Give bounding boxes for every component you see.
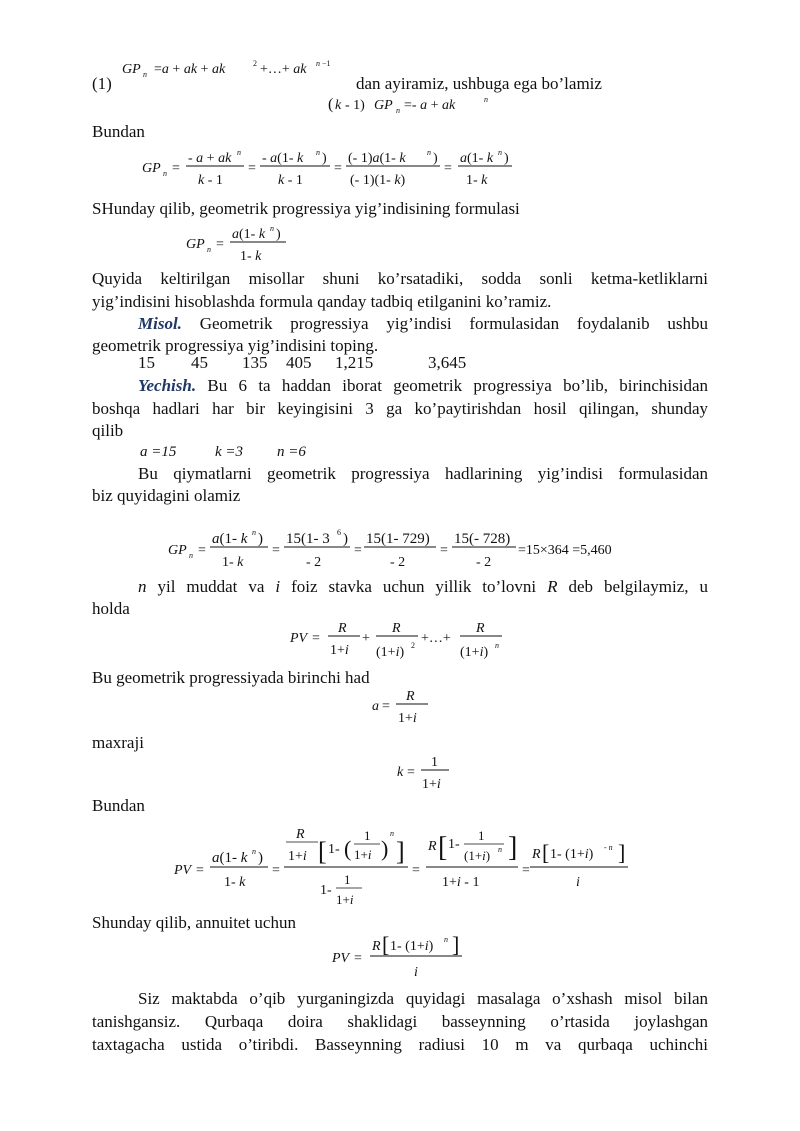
equation-number: (1) (92, 74, 112, 93)
svg-text:): ) (276, 227, 281, 242)
svg-text:- 2: - 2 (476, 555, 492, 570)
svg-text:n: n (495, 641, 499, 650)
svg-text:- a + ak: - a + ak (188, 151, 232, 166)
svg-text:1-: 1- (320, 883, 332, 898)
svg-text:n: n (237, 148, 241, 157)
gp-example-formula (166, 522, 646, 574)
svg-text:6: 6 (337, 528, 341, 537)
text-bundan-1: Bundan (92, 122, 145, 141)
paragraph-siz-3: taxtagacha ustida o’tiribdi. Basseynning radiusi 10 m va qurbaqa uchinchi (92, 1035, 708, 1054)
paragraph-bu-2: biz quyidagini olamiz (92, 486, 241, 505)
text-birinchi-had: Bu geometrik progressiyada birinchi had (92, 668, 370, 687)
paragraph-quyida: Quyida keltirilgan misollar shuni ko’rsatadiki, sodda sonli ketma-ketliklarni (92, 269, 708, 288)
svg-text:1+i: 1+i (330, 643, 349, 658)
svg-text:1+i: 1+i (336, 892, 354, 907)
svg-text:n: n (270, 224, 274, 233)
svg-text:(: ( (328, 96, 334, 113)
svg-text:=: = (444, 161, 452, 176)
svg-text:n: n (390, 829, 394, 838)
svg-text:n: n (252, 528, 256, 537)
svg-text:- 2: - 2 (306, 555, 322, 570)
svg-text:a(1- k: a(1- k (232, 227, 266, 242)
paragraph-misol-2: geometrik progressiya yig’indisini toping. (92, 336, 379, 355)
gp-sum-formula (184, 220, 304, 270)
svg-text:): ) (381, 836, 389, 861)
svg-text:]: ] (508, 832, 518, 863)
svg-text:): ) (258, 531, 263, 547)
svg-text:k: k (335, 98, 342, 113)
svg-text:=: = (522, 863, 530, 878)
sequence-term: 3,645 (428, 353, 467, 372)
svg-text:R: R (428, 839, 437, 854)
svg-text:): ) (322, 151, 327, 166)
text-shunday-2: Shunday qilib, annuitet uchun (92, 913, 296, 932)
paragraph-n-yil-2: holda (92, 599, 130, 618)
svg-text:a(1- k: a(1- k (212, 531, 248, 547)
svg-text:): ) (504, 151, 509, 166)
svg-text:(- 1)(1- k): (- 1)(1- k) (350, 173, 406, 188)
svg-text:=: = (407, 765, 415, 780)
n-yil-text-2: foiz stavka uchun yillik to’lovni (280, 577, 548, 596)
example-result: =15×364 =5,460 (518, 543, 612, 558)
svg-text:=: = (354, 543, 362, 558)
svg-text:1+i - 1: 1+i - 1 (442, 875, 480, 890)
svg-text:=: = (272, 863, 280, 878)
svg-text:k - 1: k - 1 (198, 173, 223, 188)
svg-text:): ) (433, 151, 438, 166)
misol-text: Geometrik progressiya yig’indisi formulasidan foydalanib ushbu (181, 314, 708, 333)
svg-text:- 2: - 2 (390, 555, 406, 570)
svg-text:=: = (440, 543, 448, 558)
svg-text:=: = (248, 161, 256, 176)
text-maxraji: maxraji (92, 733, 144, 752)
svg-text:i: i (414, 965, 418, 980)
svg-text:R: R (392, 621, 401, 636)
svg-text:n: n (498, 148, 502, 157)
svg-text:): ) (258, 850, 263, 866)
ratio-formula (395, 750, 465, 796)
n-yil-text-3: deb belgilaymiz, u (557, 577, 708, 596)
svg-text:+…+ ak: +…+ ak (260, 62, 307, 77)
svg-text:1- k: 1- k (240, 249, 262, 264)
paragraph-siz-2: tanishgansiz. Qurbaqa doira shaklidagi basseynning o’rtasida joylashgan (92, 1012, 708, 1031)
svg-text:1+i: 1+i (288, 849, 307, 864)
svg-text:GP: GP (186, 237, 205, 252)
svg-text:PV: PV (290, 631, 308, 646)
sequence-term: 45 (191, 353, 208, 372)
svg-text:GP: GP (374, 98, 393, 113)
svg-text:PV: PV (174, 863, 192, 878)
svg-text:GP: GP (168, 543, 187, 558)
svg-text:15(- 728): 15(- 728) (454, 531, 511, 547)
svg-text:n: n (189, 551, 193, 560)
svg-text:1+i: 1+i (354, 847, 372, 862)
n-yil-text-1: yil muddat va (146, 577, 276, 596)
svg-text:=: = (198, 543, 206, 558)
svg-text:R: R (406, 689, 415, 704)
sequence-term: 405 (286, 353, 312, 372)
svg-text:[: [ (542, 840, 550, 865)
svg-text:1: 1 (344, 872, 351, 887)
param-k: k =3 (215, 444, 244, 460)
svg-text:n: n (444, 935, 448, 944)
svg-text:R: R (296, 827, 305, 842)
svg-text:1: 1 (478, 828, 485, 843)
text-bundan-2: Bundan (92, 796, 145, 815)
param-a: a =15 (140, 444, 177, 460)
text-dan-ayiramiz: dan ayiramiz, ushbuga ega bo’lamiz (356, 74, 602, 93)
svg-text:n: n (316, 148, 320, 157)
svg-text:1- k: 1- k (224, 875, 246, 890)
sequence-term: 1,215 (335, 353, 374, 372)
paragraph-yechish-3: qilib (92, 421, 124, 440)
svg-text:+…+: +…+ (421, 631, 451, 646)
svg-text:15(1- 3: 15(1- 3 (286, 531, 330, 547)
svg-text:k - 1: k - 1 (278, 173, 303, 188)
svg-text:1- (1+i): 1- (1+i) (550, 847, 594, 862)
k-minus-1-formula (326, 92, 526, 116)
svg-text:n: n (143, 70, 147, 79)
svg-text:k: k (397, 765, 404, 780)
svg-text:1-: 1- (328, 842, 340, 857)
svg-text:n: n (163, 169, 167, 178)
svg-text:PV: PV (332, 951, 350, 966)
svg-text:R: R (338, 621, 347, 636)
svg-text:(- 1)a(1- k: (- 1)a(1- k (348, 151, 406, 166)
svg-text:=a + ak + ak: =a + ak + ak (154, 62, 226, 77)
svg-text:- a(1- k: - a(1- k (262, 151, 304, 166)
svg-text:R: R (476, 621, 485, 636)
svg-text:a(1- k: a(1- k (212, 850, 248, 866)
svg-text:a: a (372, 699, 379, 714)
svg-text:=: = (412, 863, 420, 878)
svg-text:n: n (484, 95, 488, 104)
misol-label: Misol. (138, 314, 182, 333)
svg-text:=: = (334, 161, 342, 176)
param-n: n =6 (277, 444, 306, 460)
svg-text:=: = (354, 951, 362, 966)
svg-text:i: i (576, 875, 580, 890)
yechish-label: Yechish. (138, 376, 197, 395)
pv-derivation-formula (172, 818, 642, 914)
svg-text:(1+i): (1+i) (460, 645, 489, 660)
svg-text:[: [ (438, 832, 448, 863)
svg-text:[: [ (382, 932, 390, 957)
svg-text:n: n (396, 106, 400, 115)
svg-text:=: = (216, 237, 224, 252)
svg-text:1+i: 1+i (398, 711, 417, 726)
text-shunday-1: SHunday qilib, geometrik progressiya yig’indisining formulasi (92, 199, 520, 218)
svg-text:−1: −1 (322, 59, 331, 68)
svg-text:=: = (196, 863, 204, 878)
annuity-formula (330, 930, 480, 986)
svg-text:n: n (252, 847, 256, 856)
svg-text:GP: GP (122, 62, 141, 77)
svg-text:=: = (272, 543, 280, 558)
svg-text:=: = (382, 699, 390, 714)
svg-text:+: + (362, 631, 370, 646)
svg-text:n: n (427, 148, 431, 157)
svg-text:a(1- k: a(1- k (460, 151, 494, 166)
svg-text:1- k: 1- k (466, 173, 488, 188)
svg-text:R: R (372, 939, 381, 954)
svg-text:=: = (172, 161, 180, 176)
svg-text:2: 2 (253, 59, 257, 68)
paragraph-quyida-2: yig’indisini hisoblashda formula qanday tadbiq etilganini ko’ramiz. (92, 292, 552, 311)
sequence-term: 15 (138, 353, 155, 372)
svg-text:- n: - n (604, 843, 613, 852)
svg-text:1: 1 (364, 828, 371, 843)
svg-text:1+i: 1+i (422, 777, 441, 792)
pv-sum-formula (288, 614, 518, 664)
svg-text:n: n (498, 845, 502, 854)
svg-text:): ) (343, 531, 348, 547)
svg-text:(: ( (344, 836, 352, 861)
svg-text:R: R (532, 847, 541, 862)
svg-text:2: 2 (411, 641, 415, 650)
svg-text:]: ] (452, 932, 460, 957)
paragraph-siz: Siz maktabda o’qib yurganingizda quyidagi masalaga o’xshash misol bilan (138, 989, 708, 1008)
svg-text:n: n (316, 59, 320, 68)
svg-text:- 1): - 1) (345, 98, 365, 113)
svg-text:(1+i): (1+i) (376, 645, 405, 660)
paragraph-bu: Bu qiymatlarni geometrik progressiya hadlarining yig’indisi formulasidan (138, 464, 708, 483)
gp-derivation-formula (140, 142, 520, 194)
gp-series-formula (120, 54, 360, 84)
svg-text:[: [ (318, 837, 327, 866)
svg-text:1: 1 (431, 755, 438, 770)
svg-text:15(1- 729): 15(1- 729) (366, 531, 430, 547)
paragraph-n-yil: n yil muddat va i foiz stavka uchun yillik to’lovni R deb belgilaymiz, u (138, 577, 708, 596)
paragraph-misol (138, 312, 708, 336)
svg-text:1- k: 1- k (222, 555, 244, 570)
svg-text:GP: GP (142, 161, 161, 176)
first-term-formula (370, 684, 440, 730)
svg-text:]: ] (396, 837, 405, 866)
paragraph-yechish-2: boshqa hadlari har bir keyingisini 3 ga ko’paytirishdan hosil qilingan, shunday (92, 399, 708, 418)
svg-text:n: n (207, 245, 211, 254)
sequence-term: 135 (242, 353, 268, 372)
svg-text:=: = (312, 631, 320, 646)
svg-text:1-: 1- (448, 837, 460, 852)
svg-text:=- a + ak: =- a + ak (404, 98, 456, 113)
yechish-text: Bu 6 ta haddan iborat geometrik progressiya bo’lib, birinchisidan (196, 376, 708, 395)
svg-text:1- (1+i): 1- (1+i) (390, 939, 434, 954)
paragraph-yechish (138, 374, 708, 398)
svg-text:(1+i): (1+i) (464, 848, 491, 863)
svg-text:]: ] (618, 840, 626, 865)
